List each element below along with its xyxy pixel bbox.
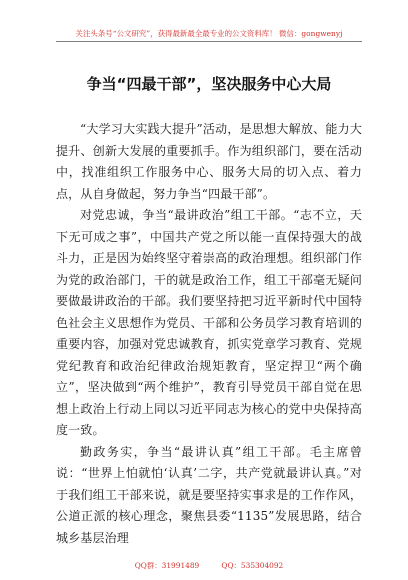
header-banner: 关注头条号“公文研究”，获得最新最全最专业的公文资料库！ 微信：gongwenyj — [75, 29, 343, 38]
paragraph-intro: “大学习大实践大提升”活动，是思想大解放、能力大提升、创新大发展的重要抓手。作为组织部门，要在活动中，找准组织工作服务中心、服务大局的切入点、着力点，从自身做起，努力争当“四最干部”。 — [56, 122, 362, 201]
paragraph-most-earnest: 勤政务实，争当“最讲认真”组工干部。毛主席曾说：“世界上怕就怕‘认真’二字，共产党就最讲认真。”对于我们组工干部来说，就是要坚持实事求是的工作作风，公道正派的核心理念，聚焦县委“1135”发展思路，结合城乡基层治理 — [56, 444, 362, 544]
footer-contact: QQ群：31991489 QQ：535304092 — [134, 561, 284, 570]
document-title: 争当“四最干部”，坚决服务中心大局 — [86, 75, 332, 93]
document-body — [56, 119, 362, 544]
paragraph-most-political: 对党忠诚，争当“最讲政治”组工干部。“志不立，天下无可成之事”，中国共产党之所以能一直保持强大的战斗力，正是因为始终坚守着崇高的政治理想。组织部门作为党的政治部门，干的就是政治工作，组工干部毫无疑问要做最讲政治的干部。我们要坚持把习近平新时代中国特色社会主义思想作为党员、干部和公务员学习教育培训的重要内容，加强对党忠诚教育，抓实党章学习教育、党规党纪教育和政治纪律政治规矩教育，坚定捍卫“两个确立”，坚决做到“两个维护”，教育引导党员干部自觉在思想上政治上行动上同以习近平同志为核心的党中央保持高度一致。 — [56, 208, 362, 437]
header-divider — [56, 41, 362, 42]
